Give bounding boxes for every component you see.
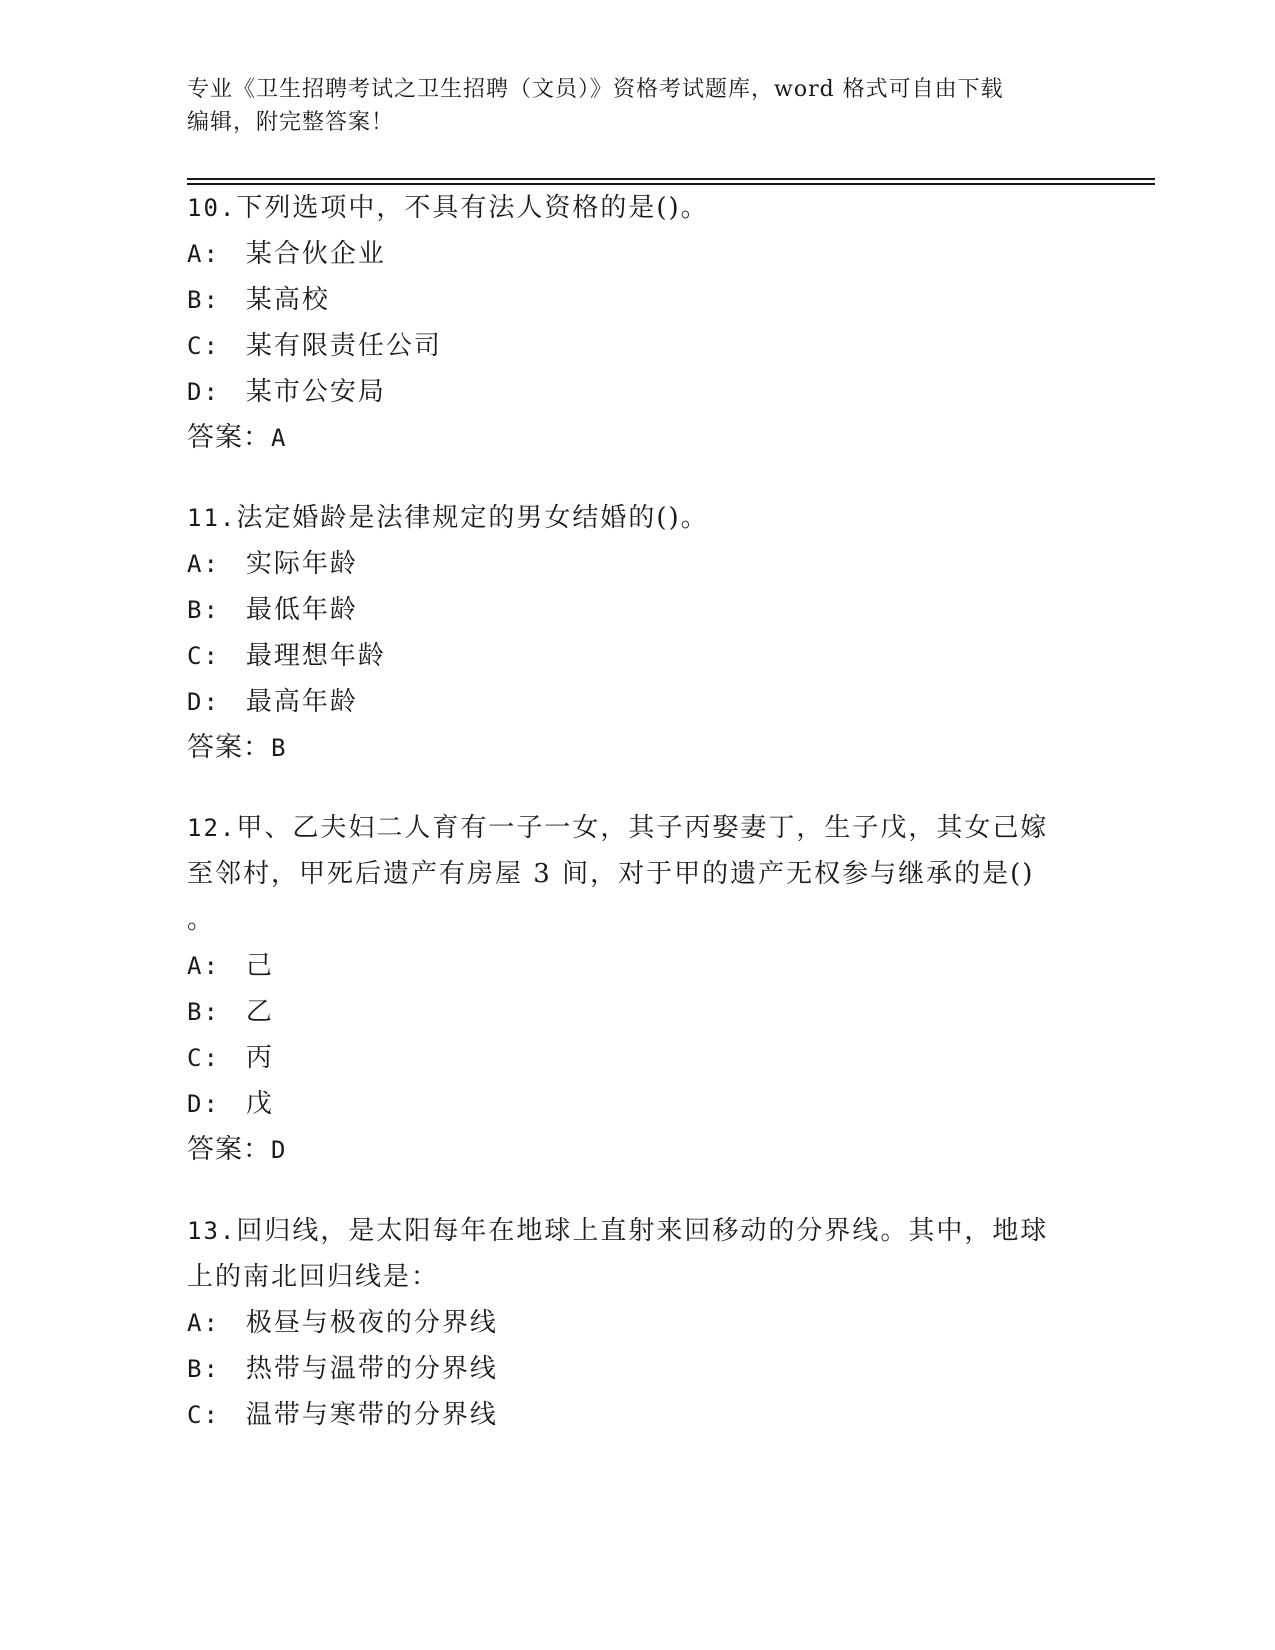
option-c bbox=[187, 323, 1087, 369]
answer-value: D bbox=[271, 1136, 287, 1164]
question-stem-continued: 。 bbox=[187, 905, 216, 935]
option-letter: C: bbox=[187, 1401, 220, 1429]
question-stem bbox=[187, 805, 1087, 851]
question-13 bbox=[187, 1208, 1087, 1438]
option-b bbox=[187, 277, 1087, 323]
document-header bbox=[187, 73, 1087, 139]
answer-value: B bbox=[271, 734, 287, 762]
option-letter: C: bbox=[187, 642, 220, 670]
question-stem bbox=[187, 1208, 1087, 1254]
answer-line bbox=[187, 415, 1087, 461]
answer-value: A bbox=[271, 424, 287, 452]
option-letter: A: bbox=[187, 1309, 220, 1337]
option-a bbox=[187, 1300, 1087, 1346]
option-letter: D: bbox=[187, 378, 220, 406]
question-11 bbox=[187, 495, 1087, 771]
option-text: 最理想年龄 bbox=[245, 641, 386, 671]
question-stem bbox=[187, 185, 1087, 231]
option-a bbox=[187, 231, 1087, 277]
option-b bbox=[187, 587, 1087, 633]
option-letter: B: bbox=[187, 596, 220, 624]
option-d bbox=[187, 369, 1087, 415]
option-text: 某市公安局 bbox=[245, 377, 386, 407]
question-10 bbox=[187, 185, 1087, 461]
option-c bbox=[187, 633, 1087, 679]
answer-line bbox=[187, 1127, 1087, 1173]
option-text: 己 bbox=[245, 951, 274, 981]
answer-label: 答案： bbox=[187, 1134, 271, 1165]
option-text: 丙 bbox=[245, 1043, 274, 1073]
option-letter: C: bbox=[187, 1044, 220, 1072]
option-letter: B: bbox=[187, 998, 220, 1026]
option-text: 戊 bbox=[245, 1089, 274, 1119]
option-text: 最低年龄 bbox=[245, 595, 358, 625]
answer-line bbox=[187, 725, 1087, 771]
header-line-1: 专业《卫生招聘考试之卫生招聘（文员）》资格考试题库，word 格式可自由下载 bbox=[187, 77, 1004, 102]
option-c bbox=[187, 1392, 1087, 1438]
option-letter: A: bbox=[187, 550, 220, 578]
question-text: 回归线，是太阳每年在地球上直射来回移动的分界线。其中，地球 bbox=[236, 1216, 1049, 1246]
header-line-2: 编辑，附完整答案！ bbox=[187, 110, 395, 135]
option-text: 最高年龄 bbox=[245, 687, 358, 717]
option-text: 极昼与极夜的分界线 bbox=[245, 1308, 498, 1338]
option-letter: C: bbox=[187, 332, 220, 360]
question-stem bbox=[187, 495, 1087, 541]
question-number: 12. bbox=[187, 814, 237, 842]
option-text: 温带与寒带的分界线 bbox=[245, 1400, 498, 1430]
question-12 bbox=[187, 805, 1087, 1173]
question-stem-continued: 至邻村，甲死后遗产有房屋 3 间，对于甲的遗产无权参与继承的是() bbox=[187, 859, 1035, 889]
option-letter: D: bbox=[187, 688, 220, 716]
question-number: 11. bbox=[187, 504, 237, 532]
header-rule-top bbox=[187, 178, 1155, 180]
option-letter: B: bbox=[187, 1355, 220, 1383]
option-a bbox=[187, 943, 1087, 989]
option-letter: D: bbox=[187, 1090, 220, 1118]
option-text: 某合伙企业 bbox=[245, 239, 386, 269]
option-text: 乙 bbox=[245, 997, 274, 1027]
option-letter: A: bbox=[187, 952, 220, 980]
option-d bbox=[187, 1081, 1087, 1127]
question-number: 10. bbox=[187, 194, 237, 222]
option-letter: B: bbox=[187, 286, 220, 314]
answer-label: 答案： bbox=[187, 422, 271, 453]
question-stem-continued: 上的南北回归线是： bbox=[187, 1262, 440, 1292]
option-text: 某有限责任公司 bbox=[245, 331, 442, 361]
option-d bbox=[187, 679, 1087, 725]
option-letter: A: bbox=[187, 240, 220, 268]
option-text: 某高校 bbox=[245, 285, 330, 315]
option-b bbox=[187, 1346, 1087, 1392]
option-a bbox=[187, 541, 1087, 587]
option-b bbox=[187, 989, 1087, 1035]
question-text: 甲、乙夫妇二人育有一子一女，其子丙娶妻丁，生子戊，其女己嫁 bbox=[236, 813, 1049, 843]
question-text: 下列选项中，不具有法人资格的是()。 bbox=[236, 193, 709, 223]
option-text: 实际年龄 bbox=[245, 549, 358, 579]
question-text: 法定婚龄是法律规定的男女结婚的()。 bbox=[236, 503, 709, 533]
option-text: 热带与温带的分界线 bbox=[245, 1354, 498, 1384]
option-c bbox=[187, 1035, 1087, 1081]
answer-label: 答案： bbox=[187, 732, 271, 763]
question-number: 13. bbox=[187, 1217, 237, 1245]
